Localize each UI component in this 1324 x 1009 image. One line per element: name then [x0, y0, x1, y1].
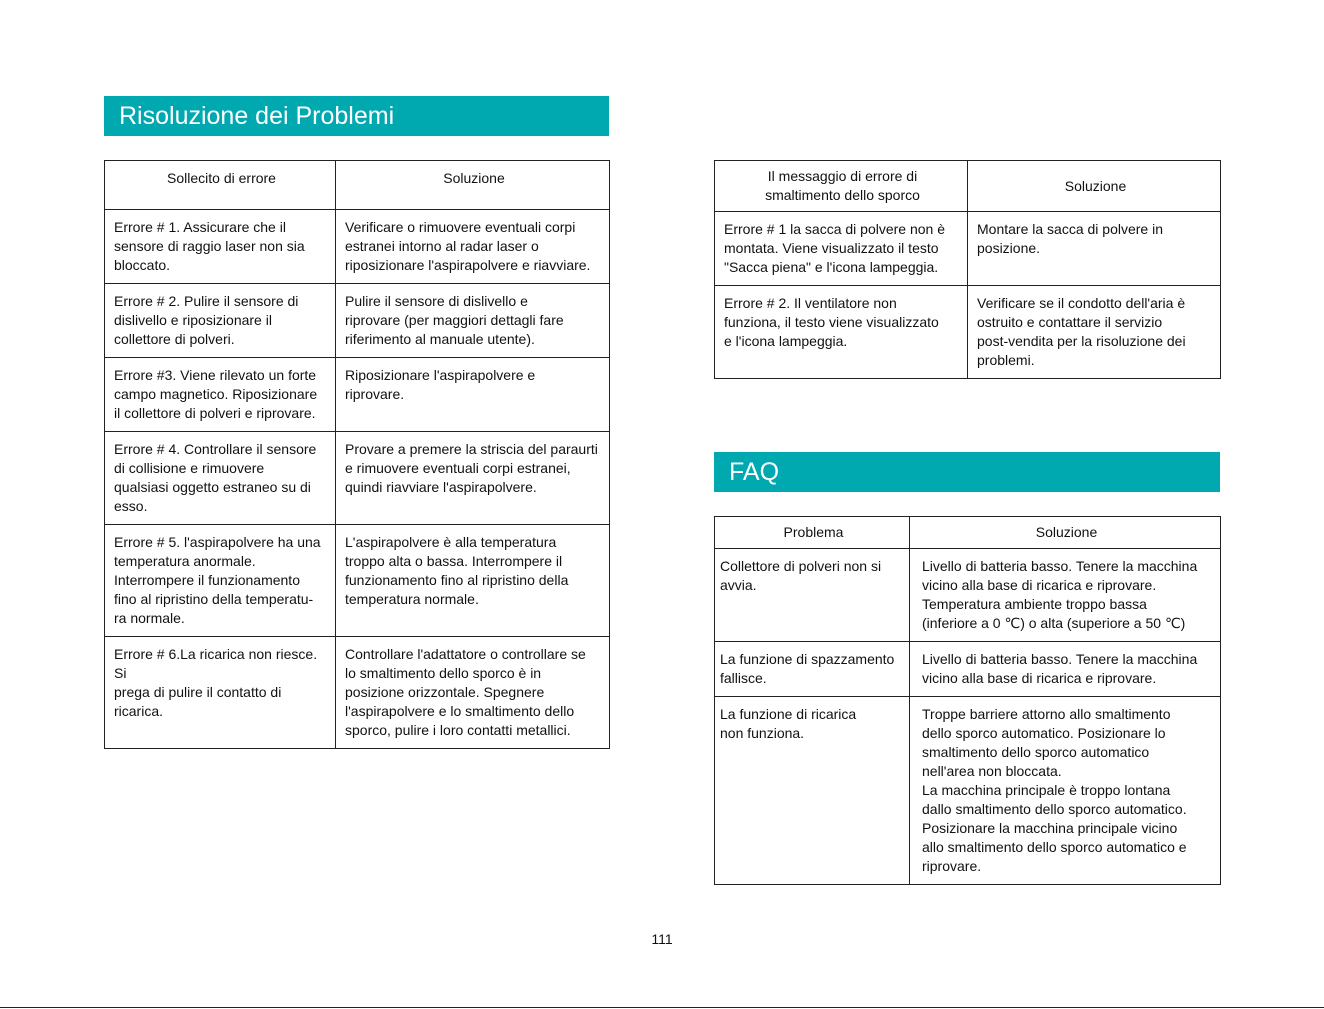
solution-cell: Montare la sacca di polvere in posizione. [968, 212, 1221, 286]
page-number: 111 [651, 931, 673, 947]
error-cell: Errore # 2. Il ventilatore non funziona, il testo viene visualizzato e l'icona lampeggia. [715, 286, 968, 379]
error-cell: Errore # 6.La ricarica non riesce. Si prega di pulire il contatto di ricarica. [105, 637, 336, 749]
solution-cell: Riposizionare l'aspirapolvere e riprovare. [336, 358, 610, 432]
solution-cell: Livello di batteria basso. Tenere la macchina vicino alla base di ricarica e riprovare. [910, 642, 1221, 697]
column-header-solution: Soluzione [968, 161, 1221, 212]
solution-cell: Verificare se il condotto dell'aria è ostruito e contattare il servizio post-vendita per la risoluzione dei problemi. [968, 286, 1221, 379]
error-cell: Errore # 4. Controllare il sensore di collisione e rimuovere qualsiasi oggetto estraneo su di esso. [105, 432, 336, 525]
dust-station-error-table [714, 160, 1221, 379]
table-row [105, 432, 610, 525]
table-row [715, 212, 1221, 286]
solution-cell: Livello di batteria basso. Tenere la macchina vicino alla base di ricarica e riprovare. Temperatura ambiente troppo bassa (inferiore a 0 ℃) o alta (superiore a 50 ℃) [910, 549, 1221, 642]
table-row [105, 284, 610, 358]
troubleshooting-title: Risoluzione dei Problemi [104, 96, 609, 136]
column-header-solution: Soluzione [910, 517, 1221, 549]
problem-cell: La funzione di spazzamento fallisce. [715, 642, 910, 697]
solution-cell: Controllare l'adattatore o controllare se lo smaltimento dello sporco è in posizione orizzontale. Spegnere l'aspirapolvere e lo smaltimento dello sporco, pulire i loro contatti metallici. [336, 637, 610, 749]
table-row [715, 642, 1221, 697]
faq-table [714, 516, 1221, 885]
table-row [105, 525, 610, 637]
table-header-row [715, 517, 1221, 549]
table-row [715, 697, 1221, 885]
error-cell: Errore # 1. Assicurare che il sensore di raggio laser non sia bloccato. [105, 210, 336, 284]
table-row [715, 286, 1221, 379]
table-row [105, 210, 610, 284]
solution-cell: Verificare o rimuovere eventuali corpi estranei intorno al radar laser o riposizionare l'aspirapolvere e riavviare. [336, 210, 610, 284]
error-cell: Errore #3. Viene rilevato un forte campo magnetico. Riposizionare il collettore di polveri e riprovare. [105, 358, 336, 432]
table-row [105, 637, 610, 749]
solution-cell: Provare a premere la striscia del paraurti e rimuovere eventuali corpi estranei, quindi riavviare l'aspirapolvere. [336, 432, 610, 525]
problem-cell: Collettore di polveri non si avvia. [715, 549, 910, 642]
table-row [715, 549, 1221, 642]
solution-cell: Pulire il sensore di dislivello e riprovare (per maggiori dettagli fare riferimento al manuale utente). [336, 284, 610, 358]
faq-title: FAQ [714, 452, 1220, 492]
column-header-problem: Problema [715, 517, 910, 549]
error-cell: Errore # 2. Pulire il sensore di dislivello e riposizionare il collettore di polveri. [105, 284, 336, 358]
column-header-error: Sollecito di errore [105, 161, 336, 210]
problem-cell: La funzione di ricarica non funziona. [715, 697, 910, 885]
column-header-solution: Soluzione [336, 161, 610, 210]
solution-cell: L'aspirapolvere è alla temperatura troppo alta o bassa. Interrompere il funzionamento fino al ripristino della temperatura normale. [336, 525, 610, 637]
troubleshooting-table [104, 160, 610, 749]
error-cell: Errore # 1 la sacca di polvere non è montata. Viene visualizzato il testo "Sacca piena" e l'icona lampeggia. [715, 212, 968, 286]
table-header-row [105, 161, 610, 210]
table-row [105, 358, 610, 432]
bottom-divider [0, 1007, 1324, 1008]
table-header-row [715, 161, 1221, 212]
solution-cell: Troppe barriere attorno allo smaltimento dello sporco automatico. Posizionare lo smaltimento dello sporco automatico nell'area non bloccata. La macchina principale è troppo lontana dallo smaltimento dello sporco automatico. Posizionare la macchina principale vicino allo smaltimento dello sporco automatico e riprovare. [910, 697, 1221, 885]
column-header-error-message: Il messaggio di errore di smaltimento dello sporco [715, 161, 968, 212]
error-cell: Errore # 5. l'aspirapolvere ha una temperatura anormale. Interrompere il funzionamento fino al ripristino della temperatu- ra normale. [105, 525, 336, 637]
